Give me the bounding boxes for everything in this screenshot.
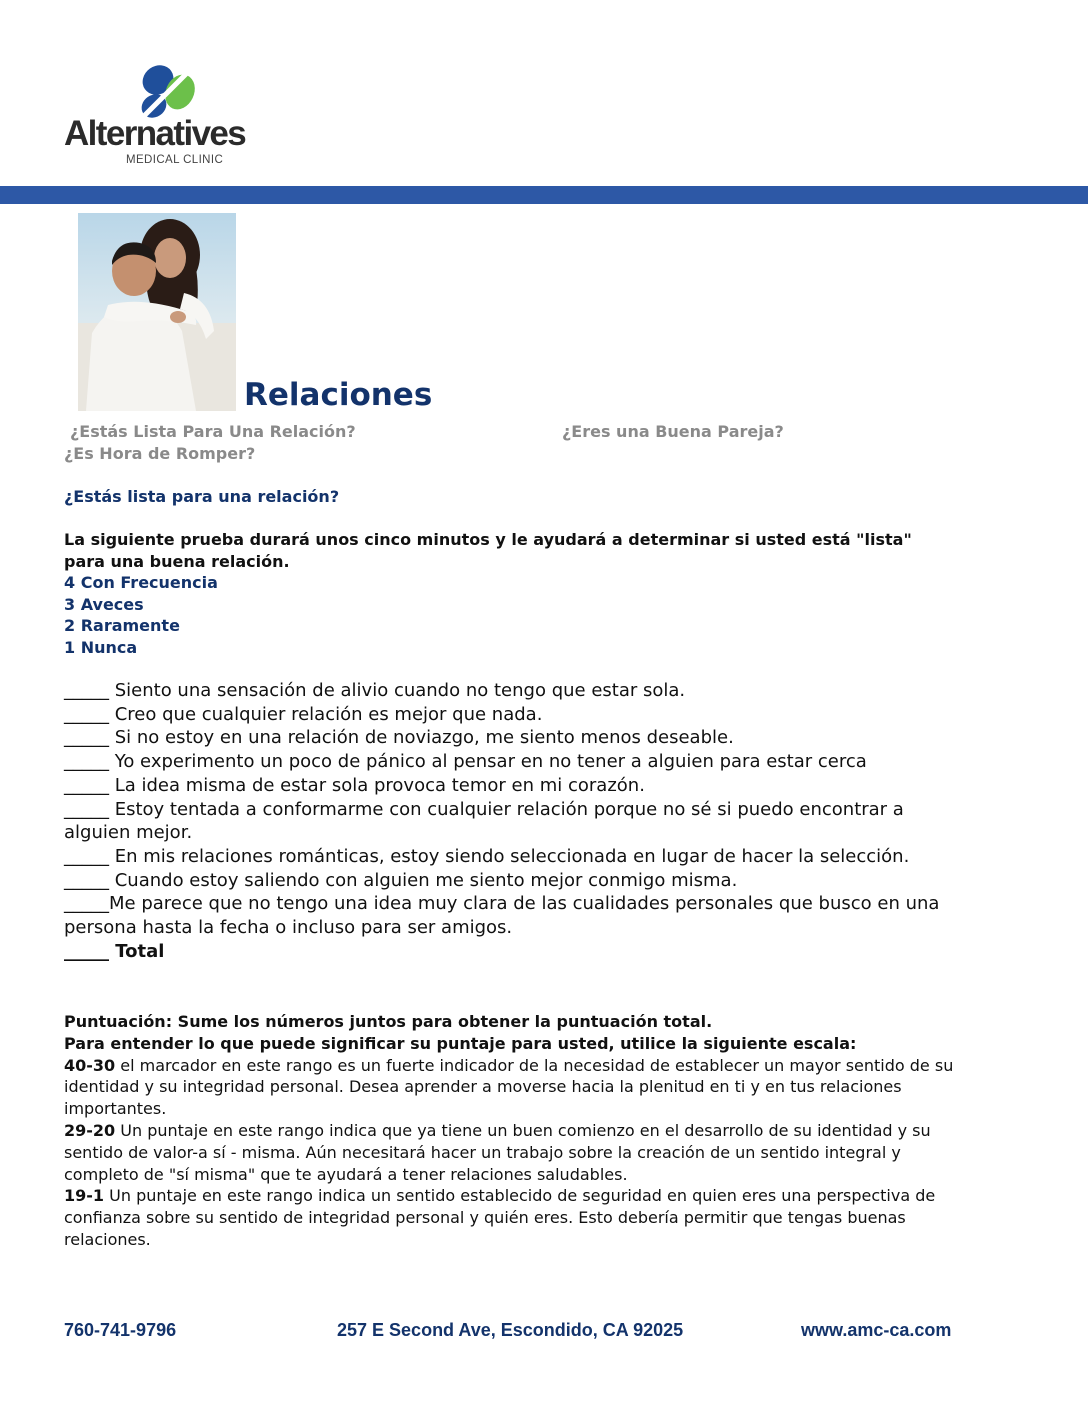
score-range-label: 19-1 (64, 1186, 105, 1206)
scale-item: 2 Raramente (64, 616, 180, 636)
scale-item: 3 Aveces (64, 594, 144, 614)
question-item: _____ Estoy tentada a conformarme con cualquier relación porque no sé si puedo encontrar a alguien mejor. (64, 798, 904, 844)
logo-subtitle: MEDICAL CLINIC (126, 154, 224, 166)
scale-item: 1 Nunca (64, 638, 138, 658)
footer-phone[interactable]: 760-741-9796 (64, 1320, 177, 1340)
score-range-text: Un puntaje en este rango indica que ya tiene un buen comienzo en el desarrollo de su identidad y su sentido de valor-a sí - misma. Aún necesitará hacer un trabajo sobre la creación de un sentido integral y completo de "sí misma" que te ayudará a tener relaciones saludables. (64, 1120, 931, 1184)
score-range-item (64, 1120, 964, 1185)
rating-scale (64, 572, 218, 659)
scoring-scale-intro: Para entender lo que puede significar su puntaje para usted, utilice la siguiente escala: (64, 1033, 857, 1053)
quiz-intro: La siguiente prueba durará unos cinco minutos y le ayudará a determinar si usted está "lista" para una buena relación. (64, 530, 912, 571)
score-range-item (64, 1185, 964, 1250)
link-time-to-break-up[interactable]: ¿Es Hora de Romper? (64, 444, 256, 463)
score-range-text: Un puntaje en este rango indica un sentido establecido de seguridad en quien eres una perspectiva de confianza sobre su sentido de integridad personal y quién eres. Esto debería permitir que tengas buenas relaciones. (64, 1186, 936, 1249)
score-range-label: 40-30 (64, 1055, 116, 1075)
footer-website[interactable]: www.amc-ca.com (801, 1320, 952, 1340)
header-rule (0, 186, 1088, 204)
total-line: _____ Total (64, 940, 165, 962)
scoring-instruction: Puntuación: Sume los números juntos para obtener la puntuación total. (64, 1012, 713, 1031)
question-list (64, 679, 964, 963)
question-item: _____Me parece que no tengo una idea muy clara de las cualidades personales que busco en una persona hasta la fecha o incluso para ser amigos. (64, 893, 940, 939)
score-range-text: el marcador en este rango es un fuerte indicador de la necesidad de establecer un mayor sentido de su identidad y su integridad personal. Desea aprender a moverse hacia la plenitud en ti y en tus relaciones importantes. (64, 1055, 954, 1119)
link-ready-for-relationship[interactable]: ¿Estás Lista Para Una Relación? (70, 422, 356, 441)
question-item: _____ Cuando estoy saliendo con alguien me siento mejor conmigo misma. (64, 869, 738, 891)
page-title: Relaciones (244, 377, 433, 413)
scale-item: 4 Con Frecuencia (64, 573, 218, 592)
question-item: _____ Si no estoy en una relación de noviazgo, me siento menos deseable. (64, 727, 734, 749)
score-range-item (64, 1055, 964, 1120)
question-item: _____ La idea misma de estar sola provoca temor en mi corazón. (64, 774, 645, 796)
question-item: _____ Yo experimento un poco de pánico al pensar en no tener a alguien para estar cerca (64, 751, 867, 773)
couple-photo (78, 213, 236, 411)
link-good-partner[interactable]: ¿Eres una Buena Pareja? (562, 422, 784, 441)
question-item: _____ En mis relaciones románticas, estoy siendo seleccionada en lugar de hacer la selección. (64, 845, 910, 867)
logo-wordmark: Alternatives (64, 114, 246, 153)
question-item: _____ Creo que cualquier relación es mejor que nada. (64, 703, 543, 725)
scoring-section (64, 1011, 964, 1251)
clinic-logo (64, 62, 274, 172)
score-range-label: 29-20 (64, 1120, 116, 1140)
question-item: _____ Siento una sensación de alivio cuando no tengo que estar sola. (64, 680, 686, 701)
section-heading: ¿Estás lista para una relación? (64, 487, 340, 506)
footer-address: 257 E Second Ave, Escondido, CA 92025 (337, 1320, 684, 1340)
